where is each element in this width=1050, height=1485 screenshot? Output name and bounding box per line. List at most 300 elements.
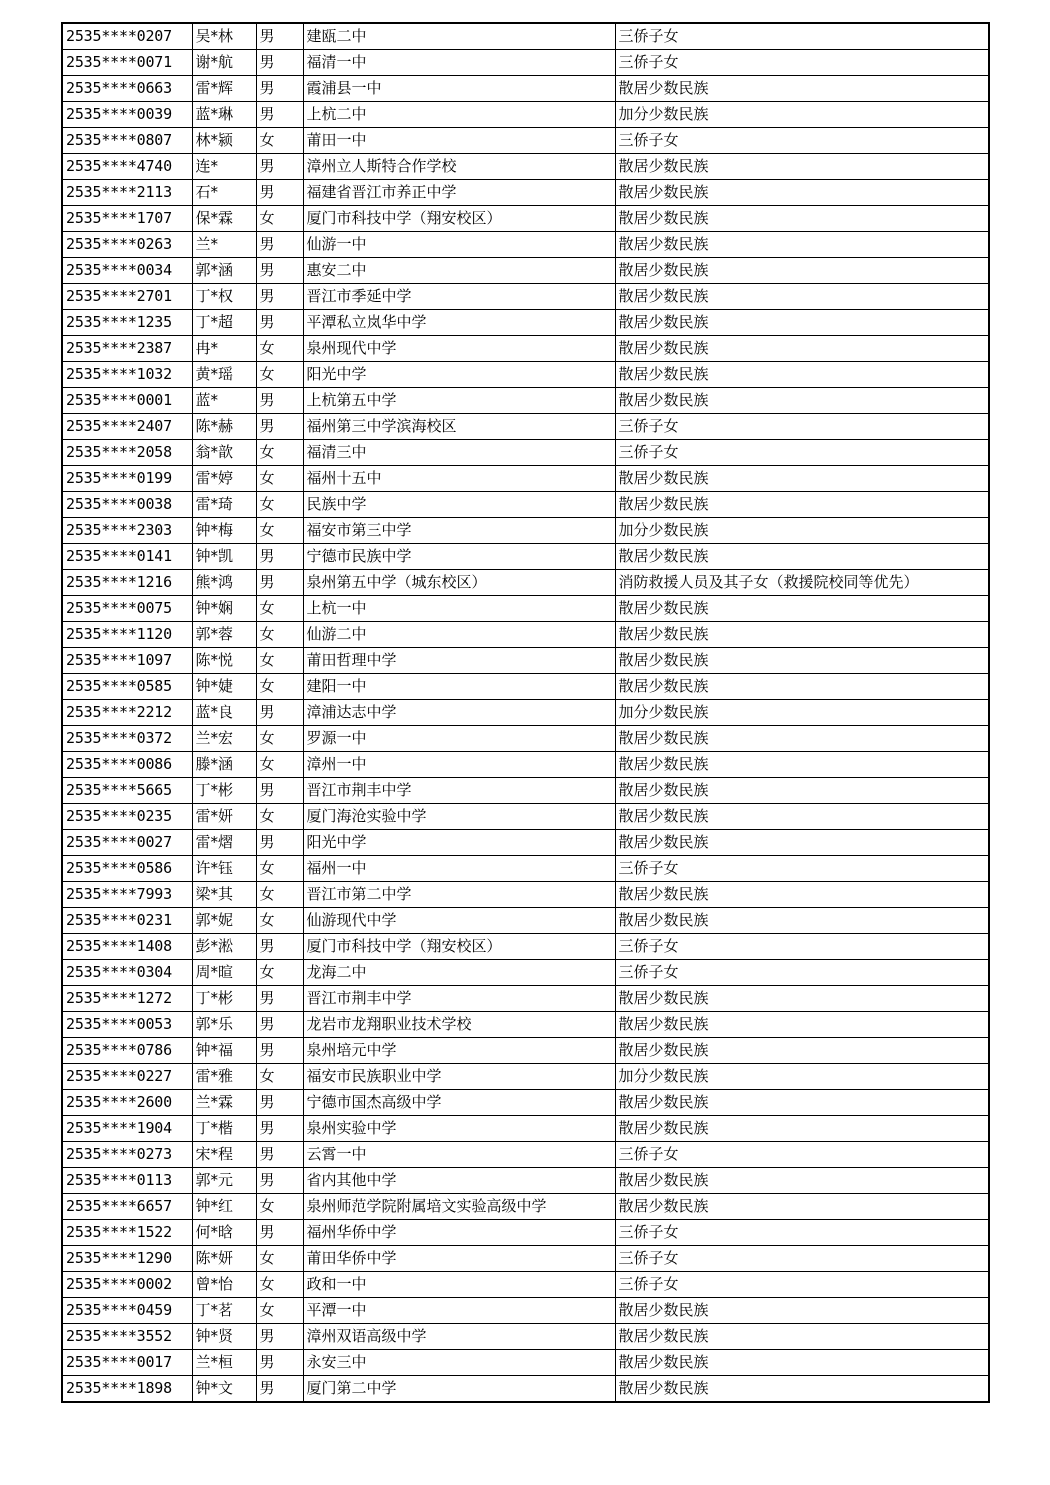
table-row <box>62 622 989 648</box>
table-row <box>62 804 989 830</box>
school-cell: 龙海二中 <box>303 960 615 986</box>
table-row <box>62 544 989 570</box>
gender-cell: 男 <box>256 986 303 1012</box>
gender-cell: 男 <box>256 1116 303 1142</box>
category-cell: 三侨子女 <box>615 440 989 466</box>
gender-cell: 男 <box>256 102 303 128</box>
name-cell: 钟*红 <box>192 1194 256 1220</box>
category-cell: 三侨子女 <box>615 128 989 154</box>
school-cell: 泉州培元中学 <box>303 1038 615 1064</box>
gender-cell: 男 <box>256 310 303 336</box>
table-row <box>62 1168 989 1194</box>
exam-id-cell: 2535****1898 <box>62 1376 192 1403</box>
table-row <box>62 1090 989 1116</box>
exam-id-cell: 2535****0002 <box>62 1272 192 1298</box>
exam-id-cell: 2535****2058 <box>62 440 192 466</box>
category-cell: 散居少数民族 <box>615 232 989 258</box>
school-cell: 罗源一中 <box>303 726 615 752</box>
gender-cell: 男 <box>256 50 303 76</box>
exam-id-cell: 2535****0199 <box>62 466 192 492</box>
table-row <box>62 128 989 154</box>
category-cell: 散居少数民族 <box>615 648 989 674</box>
exam-id-cell: 2535****0086 <box>62 752 192 778</box>
gender-cell: 男 <box>256 1324 303 1350</box>
category-cell: 散居少数民族 <box>615 674 989 700</box>
school-cell: 福州十五中 <box>303 466 615 492</box>
category-cell: 加分少数民族 <box>615 102 989 128</box>
school-cell: 上杭一中 <box>303 596 615 622</box>
school-cell: 阳光中学 <box>303 362 615 388</box>
table-row <box>62 752 989 778</box>
name-cell: 何*晗 <box>192 1220 256 1246</box>
school-cell: 泉州第五中学（城东校区） <box>303 570 615 596</box>
exam-id-cell: 2535****7993 <box>62 882 192 908</box>
school-cell: 泉州师范学院附属培文实验高级中学 <box>303 1194 615 1220</box>
school-cell: 莆田一中 <box>303 128 615 154</box>
gender-cell: 女 <box>256 1272 303 1298</box>
gender-cell: 女 <box>256 804 303 830</box>
gender-cell: 男 <box>256 1168 303 1194</box>
category-cell: 散居少数民族 <box>615 284 989 310</box>
exam-id-cell: 2535****0141 <box>62 544 192 570</box>
gender-cell: 女 <box>256 518 303 544</box>
school-cell: 厦门市科技中学（翔安校区） <box>303 206 615 232</box>
gender-cell: 男 <box>256 23 303 50</box>
exam-id-cell: 2535****2113 <box>62 180 192 206</box>
table-row <box>62 726 989 752</box>
exam-id-cell: 2535****0786 <box>62 1038 192 1064</box>
name-cell: 郭*乐 <box>192 1012 256 1038</box>
exam-id-cell: 2535****2600 <box>62 1090 192 1116</box>
category-cell: 散居少数民族 <box>615 336 989 362</box>
table-row <box>62 310 989 336</box>
category-cell: 散居少数民族 <box>615 1168 989 1194</box>
gender-cell: 女 <box>256 362 303 388</box>
name-cell: 冉* <box>192 336 256 362</box>
gender-cell: 女 <box>256 622 303 648</box>
name-cell: 丁*彬 <box>192 778 256 804</box>
name-cell: 保*霖 <box>192 206 256 232</box>
name-cell: 丁*楷 <box>192 1116 256 1142</box>
category-cell: 散居少数民族 <box>615 1012 989 1038</box>
exam-id-cell: 2535****1290 <box>62 1246 192 1272</box>
exam-id-cell: 2535****1904 <box>62 1116 192 1142</box>
school-cell: 莆田哲理中学 <box>303 648 615 674</box>
name-cell: 滕*涵 <box>192 752 256 778</box>
category-cell: 散居少数民族 <box>615 466 989 492</box>
gender-cell: 女 <box>256 674 303 700</box>
name-cell: 陈*悦 <box>192 648 256 674</box>
category-cell: 散居少数民族 <box>615 1116 989 1142</box>
table-row <box>62 674 989 700</box>
name-cell: 兰*桓 <box>192 1350 256 1376</box>
school-cell: 民族中学 <box>303 492 615 518</box>
gender-cell: 女 <box>256 596 303 622</box>
exam-id-cell: 2535****2701 <box>62 284 192 310</box>
school-cell: 福建省晋江市养正中学 <box>303 180 615 206</box>
table-row <box>62 1194 989 1220</box>
exam-id-cell: 2535****0038 <box>62 492 192 518</box>
name-cell: 郭*妮 <box>192 908 256 934</box>
school-cell: 省内其他中学 <box>303 1168 615 1194</box>
category-cell: 散居少数民族 <box>615 1194 989 1220</box>
exam-id-cell: 2535****0034 <box>62 258 192 284</box>
name-cell: 谢*航 <box>192 50 256 76</box>
table-row <box>62 102 989 128</box>
gender-cell: 男 <box>256 258 303 284</box>
name-cell: 雷*妍 <box>192 804 256 830</box>
gender-cell: 男 <box>256 700 303 726</box>
exam-id-cell: 2535****5665 <box>62 778 192 804</box>
gender-cell: 女 <box>256 440 303 466</box>
gender-cell: 女 <box>256 1298 303 1324</box>
table-row <box>62 1220 989 1246</box>
school-cell: 福州华侨中学 <box>303 1220 615 1246</box>
exam-id-cell: 2535****0304 <box>62 960 192 986</box>
exam-id-cell: 2535****0235 <box>62 804 192 830</box>
category-cell: 散居少数民族 <box>615 180 989 206</box>
gender-cell: 男 <box>256 544 303 570</box>
name-cell: 陈*妍 <box>192 1246 256 1272</box>
table-row <box>62 1324 989 1350</box>
table-row <box>62 1142 989 1168</box>
category-cell: 散居少数民族 <box>615 492 989 518</box>
gender-cell: 男 <box>256 388 303 414</box>
table-row <box>62 778 989 804</box>
category-cell: 三侨子女 <box>615 1220 989 1246</box>
table-row <box>62 206 989 232</box>
school-cell: 仙游现代中学 <box>303 908 615 934</box>
gender-cell: 男 <box>256 154 303 180</box>
school-cell: 厦门海沧实验中学 <box>303 804 615 830</box>
category-cell: 散居少数民族 <box>615 596 989 622</box>
table-row <box>62 1116 989 1142</box>
gender-cell: 女 <box>256 752 303 778</box>
name-cell: 梁*其 <box>192 882 256 908</box>
name-cell: 熊*鸿 <box>192 570 256 596</box>
gender-cell: 男 <box>256 778 303 804</box>
school-cell: 福安市民族职业中学 <box>303 1064 615 1090</box>
name-cell: 兰*霖 <box>192 1090 256 1116</box>
school-cell: 上杭二中 <box>303 102 615 128</box>
gender-cell: 男 <box>256 1012 303 1038</box>
category-cell: 散居少数民族 <box>615 882 989 908</box>
table-row <box>62 1038 989 1064</box>
category-cell: 三侨子女 <box>615 50 989 76</box>
name-cell: 郭*元 <box>192 1168 256 1194</box>
school-cell: 泉州实验中学 <box>303 1116 615 1142</box>
name-cell: 黄*瑶 <box>192 362 256 388</box>
name-cell: 许*钰 <box>192 856 256 882</box>
name-cell: 曾*怡 <box>192 1272 256 1298</box>
gender-cell: 女 <box>256 492 303 518</box>
exam-id-cell: 2535****0459 <box>62 1298 192 1324</box>
table-row <box>62 466 989 492</box>
school-cell: 晋江市荆丰中学 <box>303 778 615 804</box>
school-cell: 建瓯二中 <box>303 23 615 50</box>
gender-cell: 女 <box>256 1064 303 1090</box>
school-cell: 福清一中 <box>303 50 615 76</box>
name-cell: 钟*娴 <box>192 596 256 622</box>
gender-cell: 男 <box>256 934 303 960</box>
school-cell: 晋江市荆丰中学 <box>303 986 615 1012</box>
exam-id-cell: 2535****2303 <box>62 518 192 544</box>
name-cell: 郭*涵 <box>192 258 256 284</box>
exam-id-cell: 2535****0075 <box>62 596 192 622</box>
exam-id-cell: 2535****0372 <box>62 726 192 752</box>
exam-id-cell: 2535****0039 <box>62 102 192 128</box>
name-cell: 彭*淞 <box>192 934 256 960</box>
exam-id-cell: 2535****0053 <box>62 1012 192 1038</box>
table-row <box>62 934 989 960</box>
name-cell: 吴*林 <box>192 23 256 50</box>
roster-table <box>61 22 990 1403</box>
gender-cell: 女 <box>256 336 303 362</box>
school-cell: 厦门第二中学 <box>303 1376 615 1403</box>
name-cell: 蓝*良 <box>192 700 256 726</box>
category-cell: 三侨子女 <box>615 1246 989 1272</box>
school-cell: 晋江市季延中学 <box>303 284 615 310</box>
category-cell: 三侨子女 <box>615 960 989 986</box>
name-cell: 丁*彬 <box>192 986 256 1012</box>
school-cell: 仙游二中 <box>303 622 615 648</box>
school-cell: 平潭一中 <box>303 1298 615 1324</box>
exam-id-cell: 2535****2387 <box>62 336 192 362</box>
roster-table-body <box>62 23 989 1402</box>
exam-id-cell: 2535****2407 <box>62 414 192 440</box>
name-cell: 石* <box>192 180 256 206</box>
gender-cell: 女 <box>256 1194 303 1220</box>
gender-cell: 男 <box>256 284 303 310</box>
name-cell: 兰*宏 <box>192 726 256 752</box>
table-row <box>62 648 989 674</box>
school-cell: 仙游一中 <box>303 232 615 258</box>
school-cell: 泉州现代中学 <box>303 336 615 362</box>
gender-cell: 男 <box>256 830 303 856</box>
exam-id-cell: 2535****0273 <box>62 1142 192 1168</box>
category-cell: 散居少数民族 <box>615 1376 989 1403</box>
name-cell: 钟*贤 <box>192 1324 256 1350</box>
exam-id-cell: 2535****0585 <box>62 674 192 700</box>
school-cell: 龙岩市龙翔职业技术学校 <box>303 1012 615 1038</box>
name-cell: 宋*程 <box>192 1142 256 1168</box>
table-row <box>62 1350 989 1376</box>
name-cell: 周*暄 <box>192 960 256 986</box>
name-cell: 兰* <box>192 232 256 258</box>
exam-id-cell: 2535****0263 <box>62 232 192 258</box>
category-cell: 散居少数民族 <box>615 1298 989 1324</box>
school-cell: 建阳一中 <box>303 674 615 700</box>
name-cell: 雷*雅 <box>192 1064 256 1090</box>
gender-cell: 男 <box>256 1220 303 1246</box>
school-cell: 惠安二中 <box>303 258 615 284</box>
exam-id-cell: 2535****3552 <box>62 1324 192 1350</box>
exam-id-cell: 2535****6657 <box>62 1194 192 1220</box>
exam-id-cell: 2535****1120 <box>62 622 192 648</box>
school-cell: 漳州双语高级中学 <box>303 1324 615 1350</box>
category-cell: 散居少数民族 <box>615 362 989 388</box>
gender-cell: 女 <box>256 856 303 882</box>
table-row <box>62 1376 989 1403</box>
category-cell: 消防救援人员及其子女（救援院校同等优先） <box>615 570 989 596</box>
gender-cell: 男 <box>256 1350 303 1376</box>
exam-id-cell: 2535****0017 <box>62 1350 192 1376</box>
exam-id-cell: 2535****4740 <box>62 154 192 180</box>
roster-sheet <box>61 22 988 1403</box>
category-cell: 散居少数民族 <box>615 778 989 804</box>
exam-id-cell: 2535****0586 <box>62 856 192 882</box>
table-row <box>62 1298 989 1324</box>
name-cell: 雷*熠 <box>192 830 256 856</box>
name-cell: 钟*梅 <box>192 518 256 544</box>
gender-cell: 男 <box>256 76 303 102</box>
exam-id-cell: 2535****0113 <box>62 1168 192 1194</box>
table-row <box>62 440 989 466</box>
exam-id-cell: 2535****1707 <box>62 206 192 232</box>
exam-id-cell: 2535****0663 <box>62 76 192 102</box>
category-cell: 散居少数民族 <box>615 154 989 180</box>
category-cell: 散居少数民族 <box>615 804 989 830</box>
table-row <box>62 362 989 388</box>
school-cell: 福安市第三中学 <box>303 518 615 544</box>
gender-cell: 女 <box>256 960 303 986</box>
category-cell: 散居少数民族 <box>615 1324 989 1350</box>
table-row <box>62 830 989 856</box>
exam-id-cell: 2535****1408 <box>62 934 192 960</box>
category-cell: 三侨子女 <box>615 414 989 440</box>
gender-cell: 女 <box>256 882 303 908</box>
table-row <box>62 570 989 596</box>
table-row <box>62 1064 989 1090</box>
exam-id-cell: 2535****2212 <box>62 700 192 726</box>
table-row <box>62 154 989 180</box>
table-row <box>62 856 989 882</box>
gender-cell: 女 <box>256 726 303 752</box>
category-cell: 散居少数民族 <box>615 76 989 102</box>
gender-cell: 男 <box>256 570 303 596</box>
table-row <box>62 76 989 102</box>
gender-cell: 男 <box>256 414 303 440</box>
school-cell: 漳浦达志中学 <box>303 700 615 726</box>
school-cell: 政和一中 <box>303 1272 615 1298</box>
gender-cell: 女 <box>256 206 303 232</box>
school-cell: 云霄一中 <box>303 1142 615 1168</box>
gender-cell: 男 <box>256 1090 303 1116</box>
name-cell: 钟*文 <box>192 1376 256 1403</box>
name-cell: 雷*婷 <box>192 466 256 492</box>
gender-cell: 男 <box>256 1142 303 1168</box>
category-cell: 散居少数民族 <box>615 726 989 752</box>
name-cell: 林*颍 <box>192 128 256 154</box>
table-row <box>62 284 989 310</box>
category-cell: 散居少数民族 <box>615 622 989 648</box>
school-cell: 莆田华侨中学 <box>303 1246 615 1272</box>
name-cell: 翁*歆 <box>192 440 256 466</box>
table-row <box>62 336 989 362</box>
table-row <box>62 232 989 258</box>
name-cell: 连* <box>192 154 256 180</box>
gender-cell: 女 <box>256 908 303 934</box>
table-row <box>62 596 989 622</box>
gender-cell: 男 <box>256 1038 303 1064</box>
category-cell: 三侨子女 <box>615 1272 989 1298</box>
category-cell: 散居少数民族 <box>615 544 989 570</box>
name-cell: 雷*琦 <box>192 492 256 518</box>
table-row <box>62 50 989 76</box>
table-row <box>62 258 989 284</box>
category-cell: 散居少数民族 <box>615 388 989 414</box>
exam-id-cell: 2535****0027 <box>62 830 192 856</box>
gender-cell: 男 <box>256 1376 303 1403</box>
gender-cell: 女 <box>256 128 303 154</box>
category-cell: 加分少数民族 <box>615 1064 989 1090</box>
name-cell: 蓝* <box>192 388 256 414</box>
exam-id-cell: 2535****1032 <box>62 362 192 388</box>
name-cell: 陈*赫 <box>192 414 256 440</box>
table-row <box>62 1246 989 1272</box>
category-cell: 三侨子女 <box>615 856 989 882</box>
school-cell: 上杭第五中学 <box>303 388 615 414</box>
name-cell: 雷*辉 <box>192 76 256 102</box>
school-cell: 福州一中 <box>303 856 615 882</box>
table-row <box>62 700 989 726</box>
school-cell: 漳州一中 <box>303 752 615 778</box>
name-cell: 丁*茗 <box>192 1298 256 1324</box>
category-cell: 散居少数民族 <box>615 258 989 284</box>
table-row <box>62 960 989 986</box>
exam-id-cell: 2535****0807 <box>62 128 192 154</box>
school-cell: 阳光中学 <box>303 830 615 856</box>
school-cell: 福州第三中学滨海校区 <box>303 414 615 440</box>
category-cell: 三侨子女 <box>615 23 989 50</box>
category-cell: 散居少数民族 <box>615 752 989 778</box>
gender-cell: 女 <box>256 648 303 674</box>
exam-id-cell: 2535****1522 <box>62 1220 192 1246</box>
gender-cell: 女 <box>256 1246 303 1272</box>
table-row <box>62 908 989 934</box>
gender-cell: 男 <box>256 232 303 258</box>
school-cell: 福清三中 <box>303 440 615 466</box>
name-cell: 郭*蓉 <box>192 622 256 648</box>
category-cell: 散居少数民族 <box>615 310 989 336</box>
school-cell: 永安三中 <box>303 1350 615 1376</box>
table-row <box>62 23 989 50</box>
school-cell: 漳州立人斯特合作学校 <box>303 154 615 180</box>
category-cell: 加分少数民族 <box>615 518 989 544</box>
table-row <box>62 492 989 518</box>
table-row <box>62 180 989 206</box>
exam-id-cell: 2535****0207 <box>62 23 192 50</box>
exam-id-cell: 2535****0227 <box>62 1064 192 1090</box>
exam-id-cell: 2535****1216 <box>62 570 192 596</box>
table-row <box>62 388 989 414</box>
name-cell: 丁*权 <box>192 284 256 310</box>
gender-cell: 女 <box>256 466 303 492</box>
exam-id-cell: 2535****1272 <box>62 986 192 1012</box>
category-cell: 加分少数民族 <box>615 700 989 726</box>
exam-id-cell: 2535****0001 <box>62 388 192 414</box>
category-cell: 散居少数民族 <box>615 1350 989 1376</box>
name-cell: 钟*福 <box>192 1038 256 1064</box>
gender-cell: 男 <box>256 180 303 206</box>
table-row <box>62 414 989 440</box>
table-row <box>62 518 989 544</box>
category-cell: 散居少数民族 <box>615 206 989 232</box>
table-row <box>62 1272 989 1298</box>
exam-id-cell: 2535****1235 <box>62 310 192 336</box>
school-cell: 厦门市科技中学（翔安校区） <box>303 934 615 960</box>
table-row <box>62 986 989 1012</box>
